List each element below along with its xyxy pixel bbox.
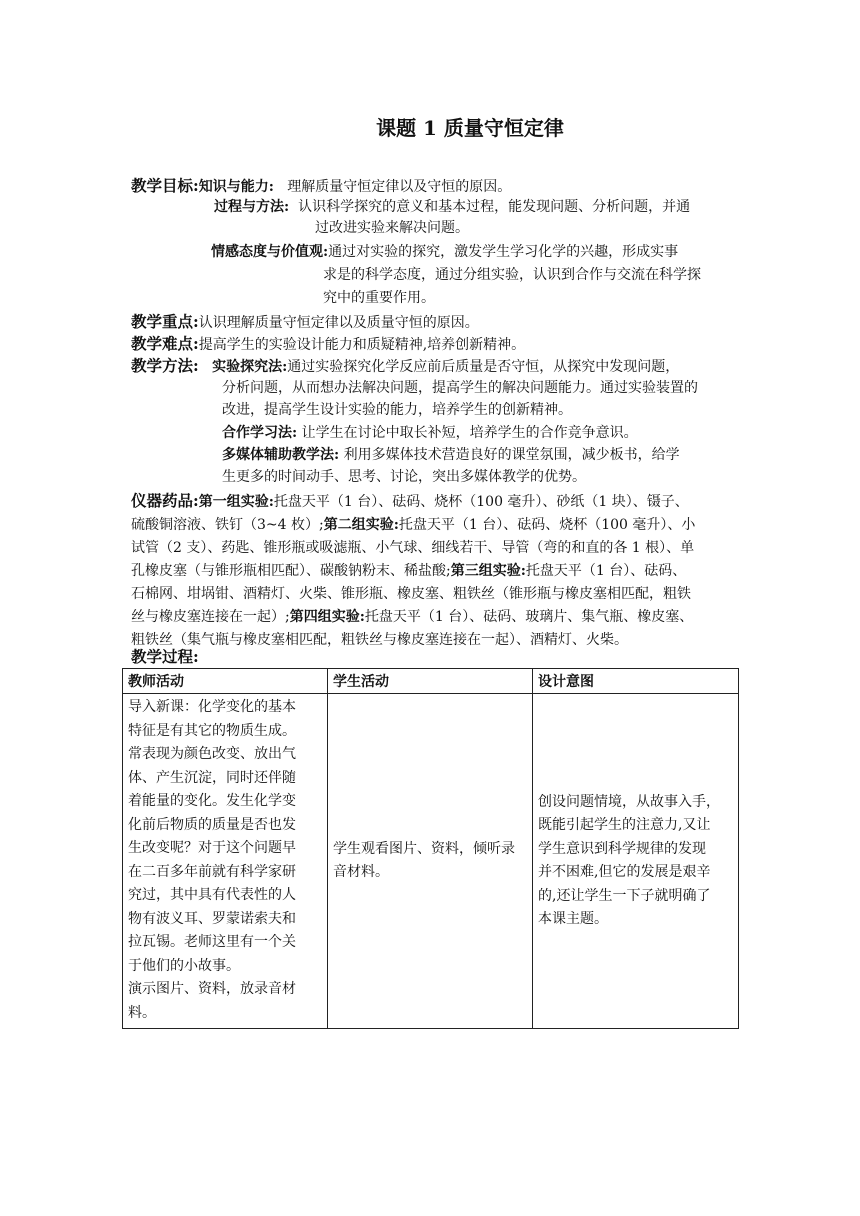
objectives-label: 教学目标: xyxy=(131,176,199,195)
group-4-label: 第四组实验: xyxy=(289,609,365,625)
cell-line: 物有波义耳、罗蒙诺索夫和 xyxy=(128,910,296,927)
objectives-line-1 xyxy=(131,175,511,198)
instruments-text: 丝与橡皮塞连接在一起）; xyxy=(131,609,290,625)
group-3-label: 第三组实验: xyxy=(450,563,526,579)
difficulty xyxy=(131,333,525,356)
cell-line: 着能量的变化。发生化学变 xyxy=(128,793,296,809)
key-point xyxy=(131,311,479,334)
cell-line: 常表现为颜色改变、放出气 xyxy=(128,746,296,762)
instruments-text: 托盘天平（1 台）、砝码、烧杯（100 毫升）、小 xyxy=(398,517,696,533)
knowledge-label: 知识与能力: xyxy=(198,179,274,195)
key-point-label: 教学重点: xyxy=(131,312,199,331)
method-1-text-2: 分析问题，从而想办法解决问题，提高学生的解决问题能力。通过实验装置的 xyxy=(222,380,698,396)
methods-line-5 xyxy=(222,444,680,466)
method-1-label: 实验探究法: xyxy=(212,359,288,375)
cell-line: 拉瓦锡。老师这里有一个关 xyxy=(128,934,296,950)
teacher-activity-cell xyxy=(123,694,328,1029)
key-point-text: 认识理解质量守恒定律以及质量守恒的原因。 xyxy=(198,315,479,331)
cell-line: 既能引起学生的注意力,又让 xyxy=(538,817,711,833)
cell-line: 学生意识到科学规律的发现 xyxy=(538,840,706,857)
process-text-2: 过改进实验来解决问题。 xyxy=(315,220,469,236)
method-3-text-2: 生更多的时间动手、思考、讨论，突出多媒体教学的优势。 xyxy=(222,469,586,485)
instruments-line-1 xyxy=(131,489,741,514)
cell-line: 演示图片、资料，放录音材 xyxy=(128,981,296,997)
method-2-label: 合作学习法: xyxy=(222,425,298,441)
instruments-text: 硫酸铜溶液、铁钉（3~4 枚）; xyxy=(131,517,324,533)
emotion-text-1: 通过对实验的探究，激发学生学习化学的兴趣，形成实事 xyxy=(328,244,679,260)
cell-line: 体、产生沉淀，同时还伴随 xyxy=(128,769,296,786)
process-label: 教学过程: xyxy=(131,647,199,666)
instruments-line-6 xyxy=(131,606,741,629)
process-text-1: 认识科学探究的意义和基本过程，能发现问题、分析问题，并通 xyxy=(298,199,691,215)
table-row xyxy=(123,694,739,1029)
method-1-text-3: 改进，提高学生设计实验的能力，培养学生的创新精神。 xyxy=(222,402,572,418)
header-intent: 设计意图 xyxy=(533,669,739,694)
knowledge-text: 理解质量守恒定律以及守恒的原因。 xyxy=(287,179,512,195)
cell-line: 导入新课：化学变化的基本 xyxy=(128,699,296,715)
cell-line: 特征是有其它的物质生成。 xyxy=(128,722,296,739)
table-header-row xyxy=(123,669,739,694)
methods-label: 教学方法: xyxy=(131,356,199,375)
method-3-text-1: 利用多媒体技术营造良好的课堂氛围，减少板书，给学 xyxy=(343,447,680,463)
group-2-label: 第二组实验: xyxy=(323,517,399,533)
difficulty-text: 提高学生的实验设计能力和质疑精神,培养创新精神。 xyxy=(198,337,526,353)
methods-line-1 xyxy=(131,355,679,378)
instruments-line-4 xyxy=(131,560,741,583)
cell-line: 学生观看图片、资料，倾听录 xyxy=(333,840,515,857)
cell-line: 料。 xyxy=(128,1004,156,1021)
objectives-line-4 xyxy=(211,241,678,263)
cell-line: 化前后物质的质量是否也发 xyxy=(128,816,296,833)
cell-line: 音材料。 xyxy=(333,864,389,880)
instruments-label: 仪器药品: xyxy=(131,491,199,510)
design-intent-cell xyxy=(533,694,739,1029)
instruments-text: 孔橡皮塞（与锥形瓶相匹配）、碳酸钠粉末、稀盐酸; xyxy=(131,563,451,579)
emotion-text-2: 求是的科学态度，通过分组实验，认识到合作与交流在科学探 xyxy=(323,267,701,283)
instruments-line-2 xyxy=(131,514,741,537)
cell-line: 创设问题情境，从故事入手， xyxy=(538,793,720,810)
emotion-label: 情感态度与价值观: xyxy=(211,244,329,260)
cell-line: 究过，其中具有代表性的人 xyxy=(128,887,296,903)
difficulty-label: 教学难点: xyxy=(131,334,199,353)
group-1-label: 第一组实验: xyxy=(198,494,274,510)
emotion-text-3: 究中的重要作用。 xyxy=(323,290,435,306)
instruments-line-7: 粗铁丝（集气瓶与橡皮塞相匹配，粗铁丝与橡皮塞连接在一起）、酒精灯、火柴。 xyxy=(131,632,628,648)
method-2-text: 让学生在讨论中取长补短，培养学生的合作竞争意识。 xyxy=(301,425,638,441)
cell-line: 并不困难,但它的发展是艰辛 xyxy=(538,864,711,880)
cell-line: 的,还让学生一下子就明确了 xyxy=(538,887,711,904)
cell-line: 在二百多年前就有科学家研 xyxy=(128,863,296,880)
instruments-line-3: 试管（2 支）、药匙、锥形瓶或吸滤瓶、小气球、细线若干、导管（弯的和直的各 1 根）、单 xyxy=(131,540,695,556)
instruments-text: 托盘天平（1 台）、砝码、烧杯（100 毫升）、砂纸（1 块）、镊子、 xyxy=(273,494,689,510)
header-teacher: 教师活动 xyxy=(123,669,328,694)
process-heading xyxy=(131,646,199,669)
process-label: 过程与方法: xyxy=(214,199,290,215)
page-title: 课题 1 质量守恒定律 xyxy=(376,116,564,140)
objectives-line-2 xyxy=(214,196,690,218)
cell-line: 本课主题。 xyxy=(538,911,608,927)
cell-line: 生改变呢？对于这个问题早 xyxy=(128,840,296,856)
header-student: 学生活动 xyxy=(328,669,533,694)
method-1-text-1: 通过实验探究化学反应前后质量是否守恒，从探究中发现问题， xyxy=(287,359,680,375)
student-activity-cell xyxy=(328,694,533,1029)
instruments-line-5: 石棉网、坩埚钳、酒精灯、火柴、锥形瓶、橡皮塞、粗铁丝（锥形瓶与橡皮塞相匹配，粗铁 xyxy=(131,586,691,602)
instruments-block xyxy=(131,489,741,652)
instruments-text: 托盘天平（1 台）、砝码、玻璃片、集气瓶、橡皮塞、 xyxy=(364,609,694,625)
instruments-text: 托盘天平（1 台）、砝码、 xyxy=(525,563,687,579)
process-table xyxy=(122,668,739,1029)
cell-line: 于他们的小故事。 xyxy=(128,957,240,974)
method-3-label: 多媒体辅助教学法: xyxy=(222,447,340,463)
methods-line-4 xyxy=(222,422,638,444)
